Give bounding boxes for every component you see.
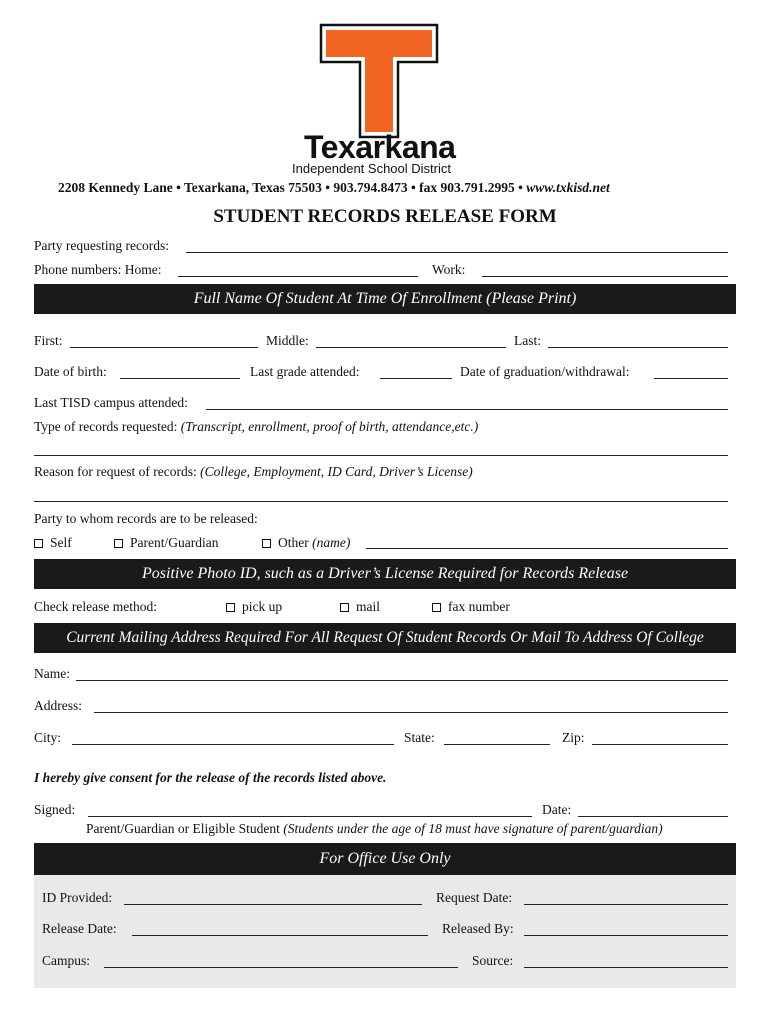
t-logo-icon	[318, 22, 440, 140]
pickup-label: pick up	[242, 599, 283, 614]
mail-address-field[interactable]	[94, 712, 728, 713]
option-self[interactable]	[34, 535, 72, 551]
grad-date-field[interactable]	[654, 378, 728, 379]
city-label: City:	[34, 730, 62, 745]
fax-label: fax number	[448, 599, 510, 614]
mailing-address-header-text: Current Mailing Address Required For All Request Of Student Records Or Mail To Address Of College	[66, 629, 704, 646]
phone-work-label: Work:	[432, 262, 466, 277]
office-campus-label: Campus:	[42, 953, 91, 968]
dob-field[interactable]	[120, 378, 240, 379]
source-label: Source:	[472, 953, 514, 968]
option-parent[interactable]	[114, 535, 218, 551]
self-checkbox[interactable]	[34, 539, 43, 548]
address-line	[58, 180, 610, 196]
self-label: Self	[50, 535, 72, 550]
signature-field[interactable]	[88, 816, 532, 817]
pickup-checkbox[interactable]	[226, 603, 235, 612]
records-type-row	[34, 419, 478, 435]
party-to-label: Party to whom records are to be released:	[34, 511, 258, 526]
mail-name-label: Name:	[34, 666, 70, 681]
signature-caption-hint: (Students under the age of 18 must have signature of parent/guardian)	[283, 821, 663, 836]
other-checkbox[interactable]	[262, 539, 271, 548]
last-name-label: Last:	[514, 333, 541, 348]
zip-label: Zip:	[562, 730, 585, 745]
campus-label: Last TISD campus attended:	[34, 395, 188, 410]
zip-field[interactable]	[592, 744, 728, 745]
state-field[interactable]	[444, 744, 550, 745]
mail-checkbox[interactable]	[340, 603, 349, 612]
mail-address-label: Address:	[34, 698, 82, 713]
last-name-field[interactable]	[548, 347, 728, 348]
release-date-field[interactable]	[132, 935, 428, 936]
office-campus-field[interactable]	[104, 967, 458, 968]
grad-date-label: Date of graduation/withdrawal:	[460, 364, 630, 379]
org-name: Texarkana	[304, 129, 456, 165]
id-provided-field[interactable]	[124, 904, 422, 905]
mailing-address-header	[34, 623, 736, 653]
phone-home-label: Phone numbers: Home:	[34, 262, 162, 277]
district-logo	[318, 22, 440, 140]
parent-checkbox[interactable]	[114, 539, 123, 548]
middle-name-field[interactable]	[316, 347, 506, 348]
reason-field[interactable]	[34, 501, 728, 502]
first-name-label: First:	[34, 333, 63, 348]
last-grade-field[interactable]	[380, 378, 452, 379]
other-name-field[interactable]	[366, 548, 728, 549]
release-method-label: Check release method:	[34, 599, 157, 614]
first-name-field[interactable]	[70, 347, 258, 348]
phone-home-field[interactable]	[178, 276, 418, 277]
option-fax[interactable]	[432, 599, 510, 615]
city-field[interactable]	[72, 744, 394, 745]
student-name-header	[34, 284, 736, 314]
campus-field[interactable]	[206, 409, 728, 410]
photo-id-header	[34, 559, 736, 589]
request-date-field[interactable]	[524, 904, 728, 905]
option-pickup[interactable]	[226, 599, 282, 615]
records-type-hint: (Transcript, enrollment, proof of birth, attendance,etc.)	[180, 419, 479, 434]
reason-hint: (College, Employment, ID Card, Driver’s License)	[200, 464, 473, 479]
other-hint: (name)	[312, 535, 351, 550]
dob-label: Date of birth:	[34, 364, 107, 379]
records-type-label: Type of records requested:	[34, 419, 178, 434]
state-label: State:	[404, 730, 435, 745]
parent-label: Parent/Guardian	[130, 535, 219, 550]
photo-id-header-text: Positive Photo ID, such as a Driver’s License Required for Records Release	[141, 565, 629, 582]
reason-label: Reason for request of records:	[34, 464, 197, 479]
option-mail[interactable]	[340, 599, 380, 615]
consent-statement: I hereby give consent for the release of the records listed above.	[34, 770, 387, 785]
form-title: STUDENT RECORDS RELEASE FORM	[213, 206, 557, 227]
party-requesting-field[interactable]	[186, 252, 728, 253]
option-other[interactable]	[262, 535, 350, 551]
reason-row	[34, 464, 473, 480]
office-use-header	[34, 843, 736, 875]
address-text: 2208 Kennedy Lane • Texarkana, Texas 75503 • 903.794.8473 • fax 903.791.2995 •	[58, 180, 523, 195]
other-label: Other	[278, 535, 309, 550]
signature-caption	[86, 821, 663, 837]
signed-label: Signed:	[34, 802, 76, 817]
mail-name-field[interactable]	[76, 680, 728, 681]
org-subtitle: Independent School District	[292, 161, 451, 176]
released-by-label: Released By:	[442, 921, 514, 936]
signature-caption-text: Parent/Guardian or Eligible Student	[86, 821, 280, 836]
party-requesting-label: Party requesting records:	[34, 238, 169, 253]
records-type-field[interactable]	[34, 455, 728, 456]
office-use-header-text: For Office Use Only	[319, 850, 451, 867]
mail-label: mail	[356, 599, 380, 614]
sign-date-label: Date:	[542, 802, 572, 817]
student-name-header-text: Full Name Of Student At Time Of Enrollment (Please Print)	[193, 290, 577, 307]
sign-date-field[interactable]	[578, 816, 728, 817]
fax-checkbox[interactable]	[432, 603, 441, 612]
middle-name-label: Middle:	[266, 333, 309, 348]
phone-work-field[interactable]	[482, 276, 728, 277]
request-date-label: Request Date:	[436, 890, 513, 905]
last-grade-label: Last grade attended:	[250, 364, 360, 379]
website-link[interactable]: www.txkisd.net	[526, 180, 610, 195]
id-provided-label: ID Provided:	[42, 890, 113, 905]
source-field[interactable]	[524, 967, 728, 968]
release-date-label: Release Date:	[42, 921, 117, 936]
office-use-panel	[34, 875, 736, 988]
released-by-field[interactable]	[524, 935, 728, 936]
